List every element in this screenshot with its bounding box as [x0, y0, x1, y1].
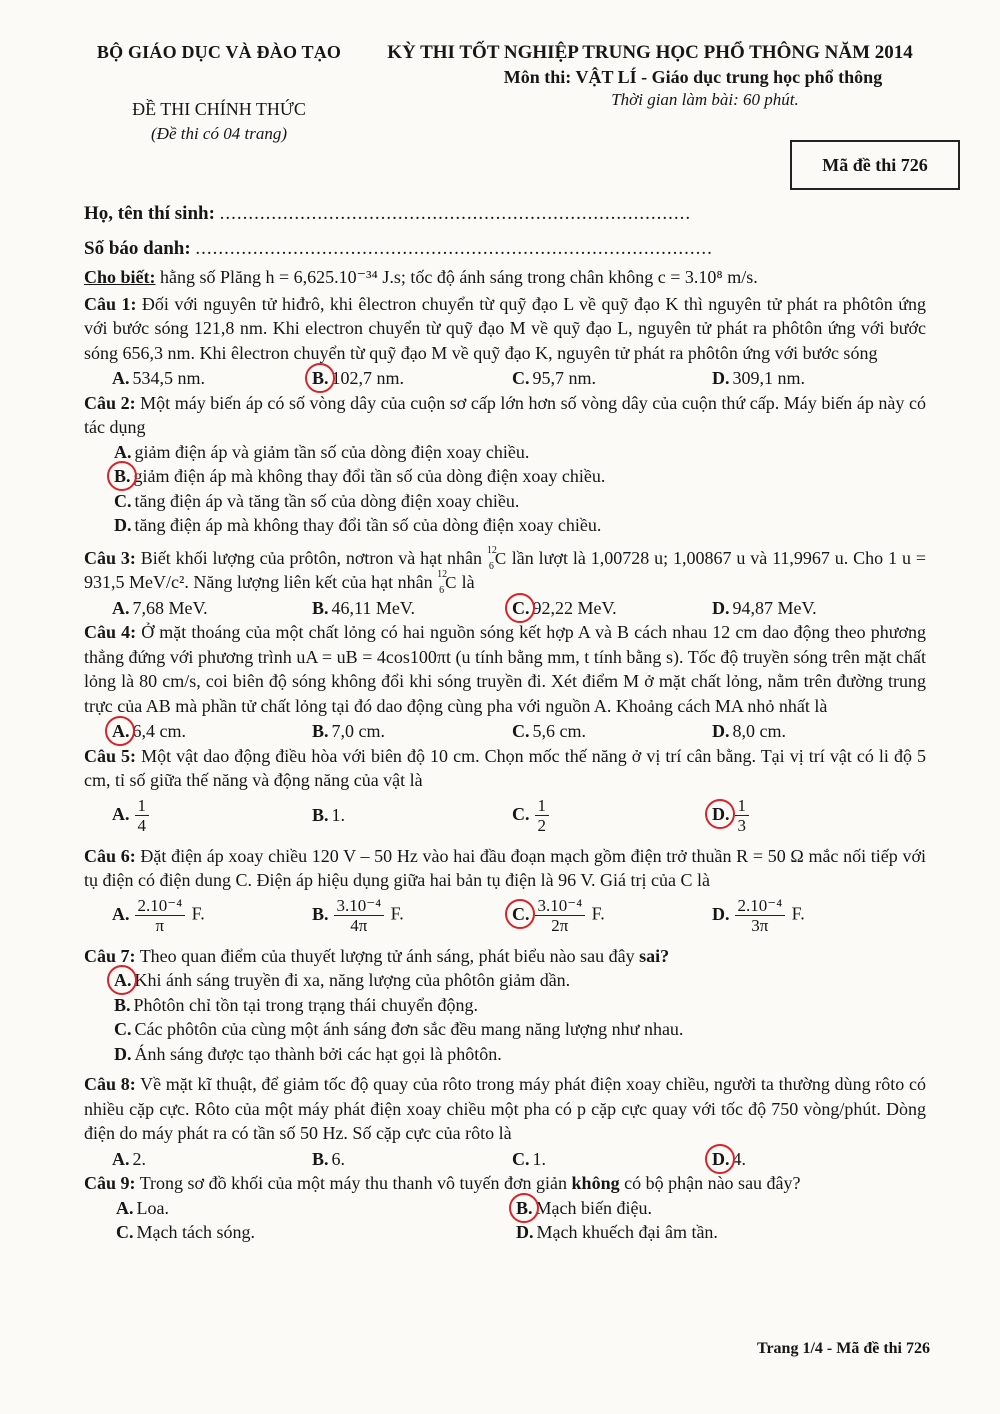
option-b[interactable]: B. 6. [312, 1148, 346, 1169]
option-b[interactable]: B. Phôtôn chỉ tồn tại trong trạng thái chuyển động. [114, 994, 478, 1015]
answer-mark: D. [712, 803, 730, 824]
exam-title: KỲ THI TỐT NGHIỆP TRUNG HỌC PHỔ THÔNG NĂM 2014 [387, 42, 913, 63]
carbon-nucleus: 12 6 C [437, 569, 457, 596]
question-6 [84, 844, 926, 938]
given-constants [84, 265, 926, 290]
option-d[interactable]: D. $\frac{1}{3}$ [712, 796, 912, 835]
option-d[interactable]: D. tăng điện áp mà không thay đổi tần số của dòng điện xoay chiều. [114, 515, 602, 535]
page-footer: Trang 1/4 - Mã đề thi 726 [756, 1340, 930, 1357]
option-c[interactable]: C. tăng điện áp và tăng tần số của dòng điện xoay chiều. [114, 490, 520, 511]
option-d[interactable]: D. Mạch khuếch đại âm tần. [516, 1222, 718, 1242]
question-stem: Đối với nguyên tử hiđrô, khi êlectron chuyển từ quỹ đạo L về quỹ đạo K thì nguyên tử phát ra phôtôn ứng với bước sóng 121,8 nm. Khi electron chuyển từ quỹ đạo M về quỹ đạo L, nguyên tử phát ra phôtôn ứng với bước sóng 656,3 nm. Khi êlectron chuyển từ quỹ đạo M về quỹ đạo K, nguyên tử phát ra phôtôn ứng với bước sóng [84, 293, 926, 363]
option-c[interactable]: C. 95,7 nm. [512, 368, 597, 388]
question-8 [84, 1072, 926, 1171]
option-d[interactable]: D. 309,1 nm. [712, 368, 806, 388]
option-c[interactable]: C. $\frac{\text{3.10⁻⁴}}{2\pi}$ F. [512, 896, 605, 935]
option-d[interactable]: D. 94,87 MeV. [712, 597, 817, 618]
option-c[interactable]: C. 92,22 MeV. [512, 597, 617, 618]
id-dots: .......................................................................................... [195, 238, 713, 259]
exam-code-box: Mã đề thi 726 [790, 140, 960, 190]
option-a[interactable]: A. $\frac{1}{4}$ [112, 796, 312, 835]
question-3: Câu 3: Biết khối lượng của prôtôn, nơtron và hạt nhân 12 6 C lần lượt là 1,00728 u; 1,00867 u và 11,9967 u. Cho 1 u = 931,5 MeV/c². Năng lượng liên kết của hạt nhân 12 6 C là A. 7,68 MeV. B. 46,11 MeV. C. 92,22 MeV. D. 94,87 MeV. [84, 546, 926, 621]
option-a[interactable]: A. Khi ánh sáng truyền đi xa, năng lượng của phôtôn giảm dần. [114, 970, 571, 990]
question-number: Câu 5: [84, 745, 137, 766]
carbon-nucleus: 12 6 C [486, 544, 507, 572]
option-a[interactable]: A. $\frac{\text{2.10⁻⁴}}{\pi}$ F. [112, 896, 205, 935]
id-label: Số báo danh: [84, 238, 191, 259]
question-stem: Đặt điện áp xoay chiều 120 V – 50 Hz vào hai đầu đoạn mạch gồm điện trở thuần R = 50 Ω mắc nối tiếp với tụ điện có điện dung C. Điện áp hiệu dụng giữa hai bản tụ điện là 96 V. Giá trị của C là [84, 845, 926, 890]
question-stem: Một vật dao động điều hòa với biên độ 10 cm. Chọn mốc thế năng ở vị trí cân bằng. Tại vị trí vật có li độ 5 cm, tỉ số giữa thế năng và động năng của vật là [84, 745, 926, 790]
pages-note: (Đề thi có 04 trang) [151, 124, 287, 143]
option-a[interactable]: A. 6,4 cm. [112, 721, 186, 741]
answer-mark: B. [114, 466, 131, 486]
option-c[interactable]: C. 1. [512, 1148, 546, 1169]
question-stem: Ở mặt thoáng của một chất lỏng có hai nguồn sóng kết hợp A và B cách nhau 12 cm dao động theo phương thẳng đứng với phương trình uA = uB = 4cos100πt (u tính bằng mm, t tính bằng s). Tốc độ truyền sóng trên mặt chất lỏng là 80 cm/s, coi biên độ sóng không đổi khi sóng truyền đi. Xét điểm M ở mặt chất lỏng, nằm trên đường trung trực của AB mà phần tử chất lỏng tại đó dao động cùng pha với nguồn A. Khoảng cách MA nhỏ nhất là [84, 622, 926, 716]
ministry: BỘ GIÁO DỤC VÀ ĐÀO TẠO [96, 42, 342, 62]
question-2 [84, 391, 926, 538]
question-number: Câu 3: [84, 547, 136, 568]
name-dots: .................................................................................. [219, 203, 692, 224]
question-stem: Về mặt kĩ thuật, để giảm tốc độ quay của rôto trong máy phát điện xoay chiều, người ta thường dùng rôto có nhiều cặp cực. Rôto của một máy phát điện xoay chiều một pha có p cặp cực quay với tốc độ 750 vòng/phút. Dòng điện do máy phát ra có tần số 50 Hz. Số cặp cực của rôto là [84, 1074, 926, 1143]
question-1 [84, 292, 926, 391]
option-c[interactable]: C. 5,6 cm. [512, 721, 586, 741]
name-label: Họ, tên thí sinh: [84, 203, 215, 224]
question-number: Câu 7: [84, 945, 136, 966]
question-number: Câu 1: [84, 293, 137, 314]
exam-kind: ĐỀ THI CHÍNH THỨC [132, 99, 306, 119]
question-number: Câu 6: [84, 845, 136, 866]
answer-mark: B. [516, 1197, 533, 1218]
option-d[interactable]: D. 4. [712, 1148, 746, 1169]
option-c[interactable]: C. Mạch tách sóng. [116, 1222, 255, 1242]
question-number: Câu 4: [84, 622, 137, 642]
option-d[interactable]: D. 8,0 cm. [712, 721, 786, 741]
option-b[interactable]: B. 1. [312, 805, 346, 826]
question-9: Câu 9: Trong sơ đồ khối của một máy thu thanh vô tuyến đơn giản không có bộ phận nào sau đây? A. Loa. B. Mạch biến điệu. C. Mạch tách sóng. D. Mạch khuếch đại âm tần. [84, 1171, 926, 1245]
question-7: Câu 7: Theo quan điểm của thuyết lượng tử ánh sáng, phát biểu nào sau đây sai? A. Khi ánh sáng truyền đi xa, năng lượng của phôtôn giảm dần. B. Phôtôn chỉ tồn tại trong trạng thái chuyển động. C. Các phôtôn của cùng một ánh sáng đơn sắc đều mang năng lượng như nhau. D. Ánh sáng được tạo thành bởi các hạt gọi là phôtôn. [84, 944, 926, 1067]
given-label: Cho biết: [84, 267, 156, 287]
option-b[interactable]: B. Mạch biến điệu. [516, 1197, 652, 1218]
answer-mark: A. [112, 721, 130, 741]
option-b[interactable]: B. 7,0 cm. [312, 721, 386, 741]
option-d[interactable]: D. Ánh sáng được tạo thành bởi các hạt gọi là phôtôn. [114, 1043, 502, 1064]
questions [84, 265, 926, 1245]
subject: Môn thi: VẬT LÍ - Giáo dục trung học phổ thông [503, 67, 883, 87]
header-right [360, 42, 940, 110]
question-number: Câu 2: [84, 392, 136, 413]
option-c[interactable]: C. Các phôtôn của cùng một ánh sáng đơn sắc đều mang năng lượng như nhau. [114, 1019, 684, 1039]
option-b[interactable]: B. giảm điện áp mà không thay đổi tần số của dòng điện xoay chiều. [114, 466, 606, 486]
option-c[interactable]: C. $\frac{1}{2}$ [512, 796, 712, 835]
question-number: Câu 8: [84, 1074, 136, 1094]
option-a[interactable]: A. 534,5 nm. [112, 368, 206, 388]
option-b[interactable]: B. 102,7 nm. [312, 368, 405, 388]
option-d[interactable]: D. $\frac{\text{2.10⁻⁴}}{3\pi}$ F. [712, 896, 805, 935]
option-a[interactable]: A. 7,68 MeV. [112, 597, 208, 618]
question-4 [84, 620, 926, 744]
answer-mark: C. [512, 597, 530, 618]
header-left [84, 42, 354, 144]
question-stem: Một máy biến áp có số vòng dây của cuộn sơ cấp lớn hơn số vòng dây của cuộn thứ cấp. Máy biến áp này có tác dụng [84, 392, 926, 437]
option-a[interactable]: A. Loa. [116, 1197, 169, 1218]
answer-mark: A. [114, 970, 132, 990]
name-field [84, 203, 691, 225]
question-5 [84, 744, 926, 838]
duration: Thời gian làm bài: 60 phút. [611, 90, 799, 109]
question-number: Câu 9: [84, 1173, 136, 1193]
given-text: hằng số Plăng h = 6,625.10⁻³⁴ J.s; tốc độ ánh sáng trong chân không c = 3.10⁸ m/s. [155, 267, 758, 287]
option-b[interactable]: B. $\frac{\text{3.10⁻⁴}}{4\pi}$ F. [312, 896, 404, 935]
option-a[interactable]: A. giảm điện áp và giảm tần số của dòng điện xoay chiều. [114, 441, 530, 462]
answer-mark: B. [312, 368, 329, 388]
id-field [84, 238, 713, 260]
option-a[interactable]: A. 2. [112, 1148, 146, 1169]
option-b[interactable]: B. 46,11 MeV. [312, 597, 416, 618]
question-stem: Theo quan điểm của thuyết lượng tử ánh sáng, phát biểu nào sau đây [135, 945, 640, 966]
answer-mark: D. [712, 1148, 730, 1169]
answer-mark: C. [512, 903, 530, 924]
